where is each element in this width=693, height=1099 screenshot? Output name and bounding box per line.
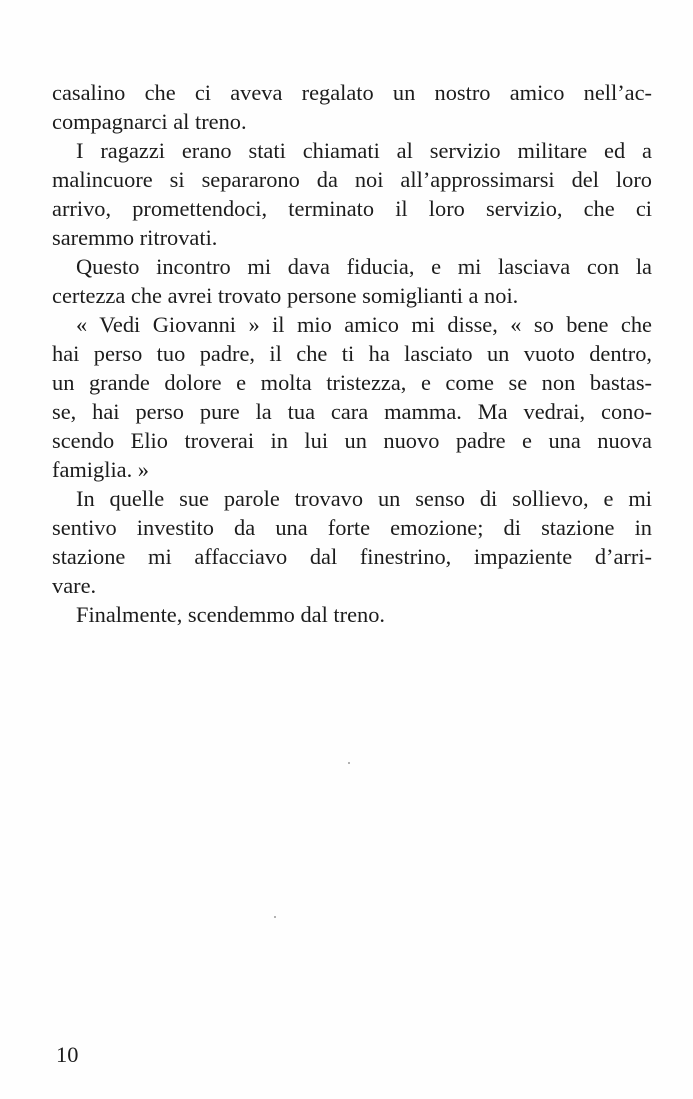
paragraph: [52, 136, 652, 252]
text-line: famiglia. »: [52, 457, 149, 482]
text-line: se, hai perso pure la tua cara mamma. Ma vedrai, cono-: [52, 399, 652, 424]
text-line: In quelle sue parole trovavo un senso di sollievo, e mi: [76, 486, 652, 511]
body-text: [52, 78, 652, 629]
text-line: certezza che avrei trovato persone somiglianti a noi.: [52, 283, 519, 308]
text-line: Finalmente, scendemmo dal treno.: [76, 602, 386, 627]
text-line: arrivo, promettendoci, terminato il loro servizio, che ci: [52, 196, 652, 221]
text-line: I ragazzi erano stati chiamati al servizio militare ed a: [76, 138, 652, 163]
text-line: stazione mi affacciavo dal finestrino, impaziente d’arri-: [52, 544, 652, 569]
paragraph: [52, 310, 652, 484]
text-line: malincuore si separarono da noi all’approssimarsi del loro: [52, 167, 652, 192]
paper-speck: [274, 916, 276, 918]
text-line: un grande dolore e molta tristezza, e come se non bastas-: [52, 370, 652, 395]
paragraph: [52, 78, 652, 136]
text-line: « Vedi Giovanni » il mio amico mi disse, « so bene che: [76, 312, 652, 337]
text-line: compagnarci al treno.: [52, 109, 247, 134]
text-line: vare.: [52, 573, 97, 598]
text-line: hai perso tuo padre, il che ti ha lasciato un vuoto dentro,: [52, 341, 652, 366]
paper-speck: [348, 762, 350, 764]
paragraph: [52, 484, 652, 600]
text-line: casalino che ci aveva regalato un nostro amico nell’ac-: [52, 80, 652, 105]
text-line: saremmo ritrovati.: [52, 225, 218, 250]
page-number: 10: [56, 1042, 79, 1067]
paragraph: [52, 252, 652, 310]
paragraph: [52, 600, 652, 629]
text-line: scendo Elio troverai in lui un nuovo padre e una nuova: [52, 428, 652, 453]
text-line: sentivo investito da una forte emozione; di stazione in: [52, 515, 652, 540]
text-line: Questo incontro mi dava fiducia, e mi lasciava con la: [76, 254, 652, 279]
